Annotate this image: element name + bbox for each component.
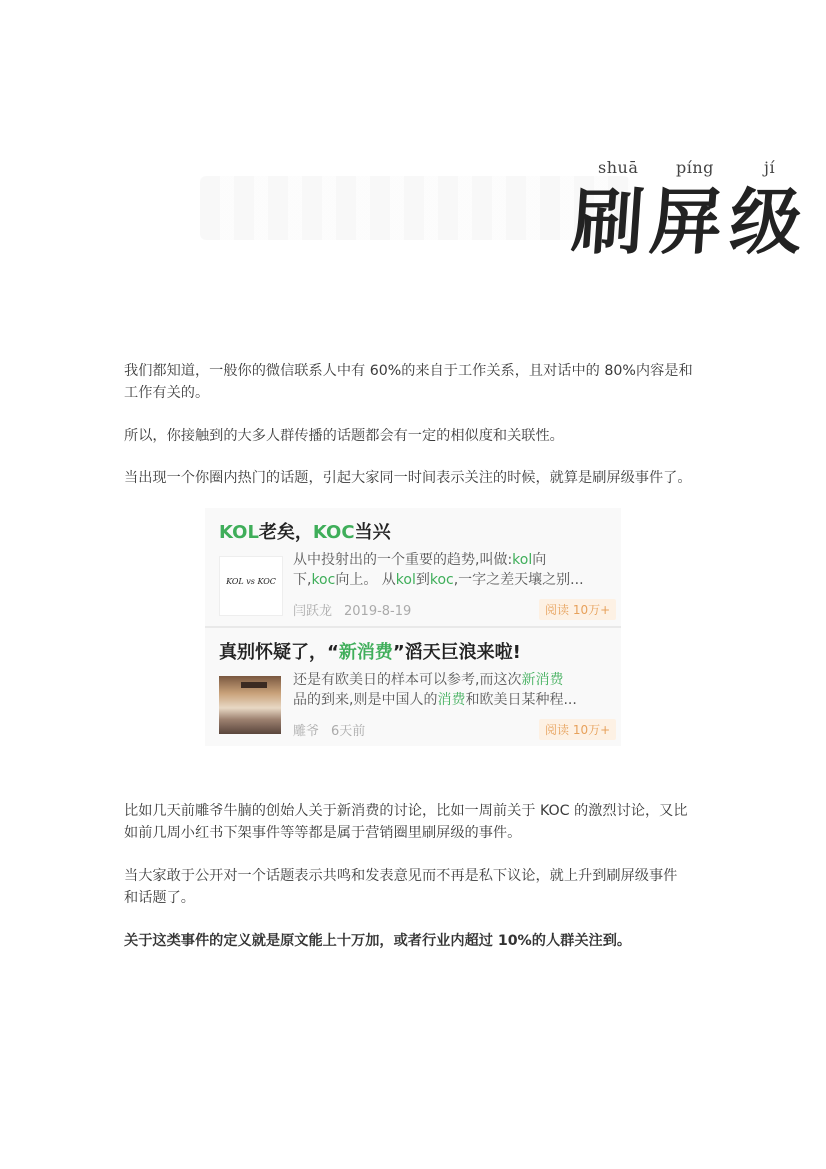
article-card-kol-koc[interactable] [205,508,621,626]
paragraph-4 [124,800,708,844]
paragraph-3: 当出现一个你圈内热门的话题，引起大家同一时间表示关注的时候，就算是刷屏级事件了。 [124,470,692,486]
article-snippet: 从中投射出的一个重要的趋势,叫做:kol向 下,koc向上。 从kol到koc,一字之差天壤之别... [293,552,584,588]
paragraph-5-line-1: 当大家敢于公开对一个话题表示共鸣和发表意见而不再是私下议论，就上升到刷屏级事件 [124,868,678,884]
article-author: 闫跃龙 [293,604,333,619]
article-title: 真别怀疑了，“新消费”滔天巨浪来啦! [219,642,521,663]
article-date: 6天前 [331,724,366,739]
article-meta [293,720,365,739]
paragraph-1-line-2: 工作有关的。 [124,385,210,401]
paragraph-4-line-1: 比如几天前雕爷牛腩的创始人关于新消费的讨论，比如一周前关于 KOC 的激烈讨论，又比 [124,803,688,819]
title-char-shua: 刷 [569,179,648,264]
article-snippet: 还是有欧美日的样本可以参考,而这次新消费 品的到来,则是中国人的消费和欧美日某种程... [293,672,577,708]
article-meta [293,600,411,619]
article-date: 2019-8-19 [344,604,412,619]
article-card-new-consumption[interactable] [205,628,621,746]
paragraph-1 [124,360,708,404]
paragraph-5-line-2: 和话题了。 [124,890,195,906]
definition-paragraph: 关于这类事件的定义就是原文能上十万加，或者行业内超过 10%的人群关注到。 [124,933,632,949]
article-author: 雕爷 [293,724,320,739]
thumbnail-text: KOL vs KOC [226,577,276,586]
pinyin-ji: jí [764,158,776,177]
paragraph-5 [124,865,708,909]
pinyin-shua: shuā [598,158,639,177]
article-thumbnail [219,556,283,616]
title-char-ji: 级 [727,179,806,264]
article-title: KOL老矣，KOC当兴 [219,522,391,543]
paragraph-4-line-2: 如前几周小红书下架事件等等都是属于营销圈里刷屏级的事件。 [124,825,522,841]
faded-background-text [200,176,630,240]
title-banner [0,0,826,330]
title-char-ping: 屏 [647,179,726,264]
pinyin-ping: píng [676,158,714,177]
article-thumbnail-photo [219,676,281,734]
read-count-badge: 阅读 10万+ [539,719,616,740]
paragraph-2: 所以，你接触到的大多人群传播的话题都会有一定的相似度和关联性。 [124,428,564,444]
read-count-badge: 阅读 10万+ [539,599,616,620]
article-list-screenshot [205,508,621,746]
paragraph-1-line-1: 我们都知道，一般你的微信联系人中有 60%的来自于工作关系，且对话中的 80%内容是和 [124,363,693,379]
